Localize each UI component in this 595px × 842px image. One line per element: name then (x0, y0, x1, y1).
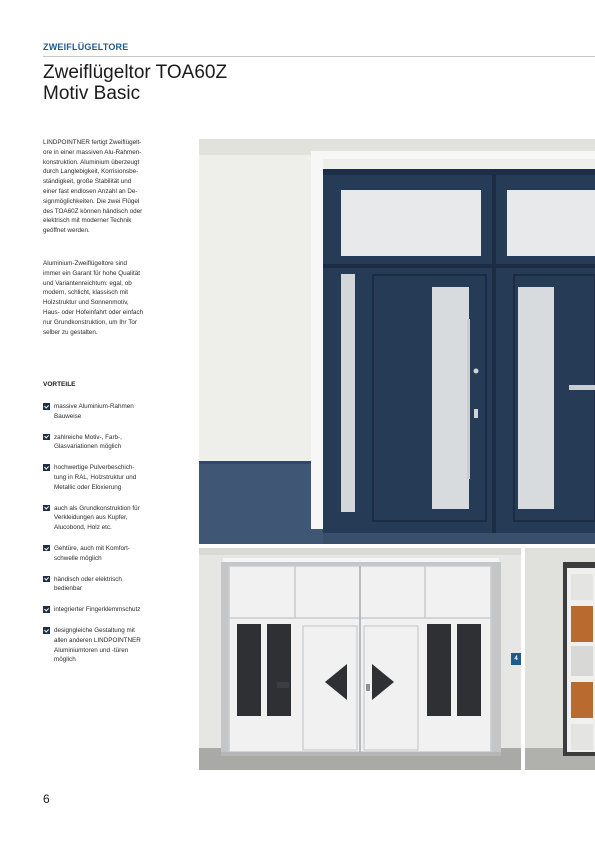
advantage-text: zahlreiche Motiv-, Farb-, (54, 433, 122, 441)
paragraph-line: und Variantenreichtum: egal, ob (43, 279, 132, 287)
advantage-text: Glasvariationen möglich (54, 443, 122, 451)
checkbox-checked-icon (43, 606, 50, 613)
advantage-text: auch als Grundkonstruktion für (54, 504, 140, 512)
advantages-list (43, 402, 178, 676)
page-number: 6 (43, 792, 50, 806)
paragraph-line: ore in einer massiven Alu-Rahmen- (43, 148, 142, 156)
advantage-text: händisch oder elektrisch (54, 575, 122, 583)
advantage-text: Alucobond, Holz etc. (54, 523, 112, 531)
advantage-text: Bauweise (54, 412, 82, 420)
paragraph-line: Aluminium-Zweiflügeltore sind (43, 260, 127, 267)
advantage-text: Gehtüre, auch mit Komfort- (54, 544, 130, 552)
checkbox-checked-icon (43, 545, 50, 552)
page-title-line-1: Zweiflügeltor TOA60Z (43, 62, 228, 83)
paragraph-line: selber zu gestalten. (43, 328, 98, 336)
advantage-text: Metallic oder Eloxierung (54, 483, 122, 491)
checkbox-checked-icon (43, 505, 50, 512)
paragraph-line: Haus- oder Hofeinfahrt oder einfach (43, 308, 144, 316)
photo-wood-gate (525, 548, 595, 770)
paragraph-line: modern, schlicht, klassisch mit (43, 289, 129, 297)
paragraph-line: konstruktion. Aluminium überzeugt (43, 158, 140, 166)
advantage-text: allen anderen LINDPOINTNER (54, 637, 141, 644)
advantage-text: designgleiche Gestaltung mit (54, 627, 135, 635)
paragraph-line: immer ein Garant für hohe Qualität (43, 269, 140, 277)
advantage-text: Verkleidungen aus Kupfer, (54, 514, 128, 522)
advantages-heading: VORTEILE (43, 381, 76, 388)
photo-white-gate (199, 548, 521, 770)
paragraph-line: LINDPOINTNER fertigt Zweiflügelt- (43, 139, 142, 146)
advantage-text: möglich (54, 656, 76, 664)
checkbox-checked-icon (43, 403, 50, 410)
checkbox-checked-icon (43, 576, 50, 583)
advantage-item (43, 402, 178, 421)
advantage-item (43, 626, 178, 664)
paragraph-line: signmöglichkeiten. Die zwei Flügel (43, 197, 140, 205)
advantage-text: tung in RAL, Holzstruktur und (54, 473, 137, 481)
checkbox-checked-icon (43, 464, 50, 471)
advantage-text: massive Aluminium-Rahmen (54, 403, 134, 410)
page-title-line-2: Motiv Basic (43, 83, 141, 104)
advantage-text: hochwertige Pulverbeschich- (54, 464, 135, 472)
paragraph-line: einer fast endlosen Anzahl an De- (43, 187, 138, 195)
advantage-item (43, 463, 178, 492)
paragraph-line: durch Langlebigkeit, Korrisionsbe- (43, 168, 139, 176)
intro-paragraph-1 (43, 138, 173, 236)
advantage-item (43, 605, 178, 615)
checkbox-checked-icon (43, 434, 50, 441)
advantage-text: bedienbar (54, 585, 83, 593)
intro-paragraph-2 (43, 259, 173, 337)
advantage-item (43, 433, 178, 452)
paragraph-line: ständigkeit, große Stabilität und (43, 178, 132, 186)
paragraph-line: des TOA60Z können händisch oder (43, 207, 143, 215)
paragraph-line: geöffnet werden. (43, 227, 90, 235)
advantage-text: Aluminiumtoren und -türen (54, 646, 129, 654)
advantage-item (43, 544, 178, 563)
photo-navy-gate (199, 139, 595, 544)
paragraph-line: Holzstruktur und Sonnenmotiv, (43, 299, 129, 307)
page-title (43, 62, 227, 104)
advantage-item (43, 504, 178, 533)
advantage-text: schwelle möglich (54, 554, 102, 562)
advantage-item (43, 575, 178, 594)
section-label: ZWEIFLÜGELTORE (43, 42, 129, 52)
photo-number-badge: 4 (511, 653, 521, 665)
paragraph-line: nur Grundkonstruktion, um Ihr Tor (43, 318, 138, 326)
top-divider (43, 56, 595, 57)
advantage-text: integrierter Fingerklemmschutz (54, 606, 141, 614)
paragraph-line: elektrisch mit moderner Technik (43, 217, 132, 225)
checkbox-checked-icon (43, 627, 50, 634)
